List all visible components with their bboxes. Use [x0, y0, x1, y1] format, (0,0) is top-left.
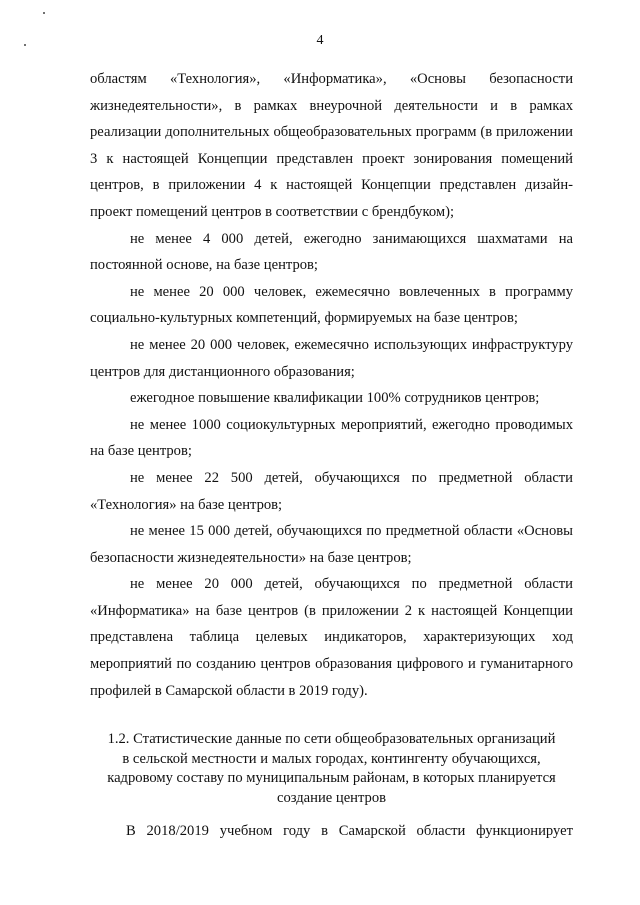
list-item-events: не менее 1000 социокультурных мероприятий, ежегодно проводимых на базе центров;	[90, 416, 573, 460]
section-heading-line: 1.2. Статистические данные по сети общеобразовательных организаций	[107, 731, 556, 747]
paragraph-continuation: областям «Технология», «Информатика», «Основы безопасности жизнедеятельности», в рамках внеурочной деятельности и в рамках реализации дополнительных общеобразовательных программ (в приложении 3 к настоящей Концепции представлен проект зонирования помещений центров, в приложении 4 к настоящей Концепции представлен дизайн-проект помещений центров в соответствии с брендбуком);	[90, 71, 573, 220]
section-heading	[90, 730, 573, 808]
list-item-informatics: не менее 20 000 детей, обучающихся по предметной области «Информатика» на базе центров (в приложении 2 к настоящей Концепции представлена таблица целевых индикаторов, характеризующих ход мероприятий по созданию центров образования цифрового и гуманитарного профилей в Самарской области в 2019 году).	[90, 576, 573, 699]
scan-speck	[43, 12, 45, 14]
section-heading-line: кадровому составу по муниципальным районам, в которых планируется	[107, 770, 556, 786]
section-heading-line: создание центров	[276, 789, 387, 806]
list-item-technology: не менее 22 500 детей, обучающихся по предметной области «Технология» на базе центров;	[90, 469, 573, 513]
list-item-distance-learning: не менее 20 000 человек, ежемесячно использующих инфраструктуру центров для дистанционного образования;	[90, 336, 573, 380]
list-item-chess: не менее 4 000 детей, ежегодно занимающихся шахматами на постоянной основе, на базе центров;	[90, 230, 573, 274]
list-item-qualification: ежегодное повышение квалификации 100% сотрудников центров;	[130, 390, 540, 407]
page-number: 4	[316, 33, 324, 48]
paragraph-school-year: В 2018/2019 учебном году в Самарской области функционирует	[126, 823, 573, 839]
list-item-life-safety: не менее 15 000 детей, обучающихся по предметной области «Основы безопасности жизнедеятельности» на базе центров;	[90, 523, 573, 566]
list-item-sociocultural-program: не менее 20 000 человек, ежемесячно вовлеченных в программу социально-культурных компетенций, формируемых на базе центров;	[90, 283, 573, 327]
section-heading-line: в сельской местности и малых городах, контингенту обучающихся,	[122, 750, 541, 767]
body-text	[90, 66, 573, 704]
